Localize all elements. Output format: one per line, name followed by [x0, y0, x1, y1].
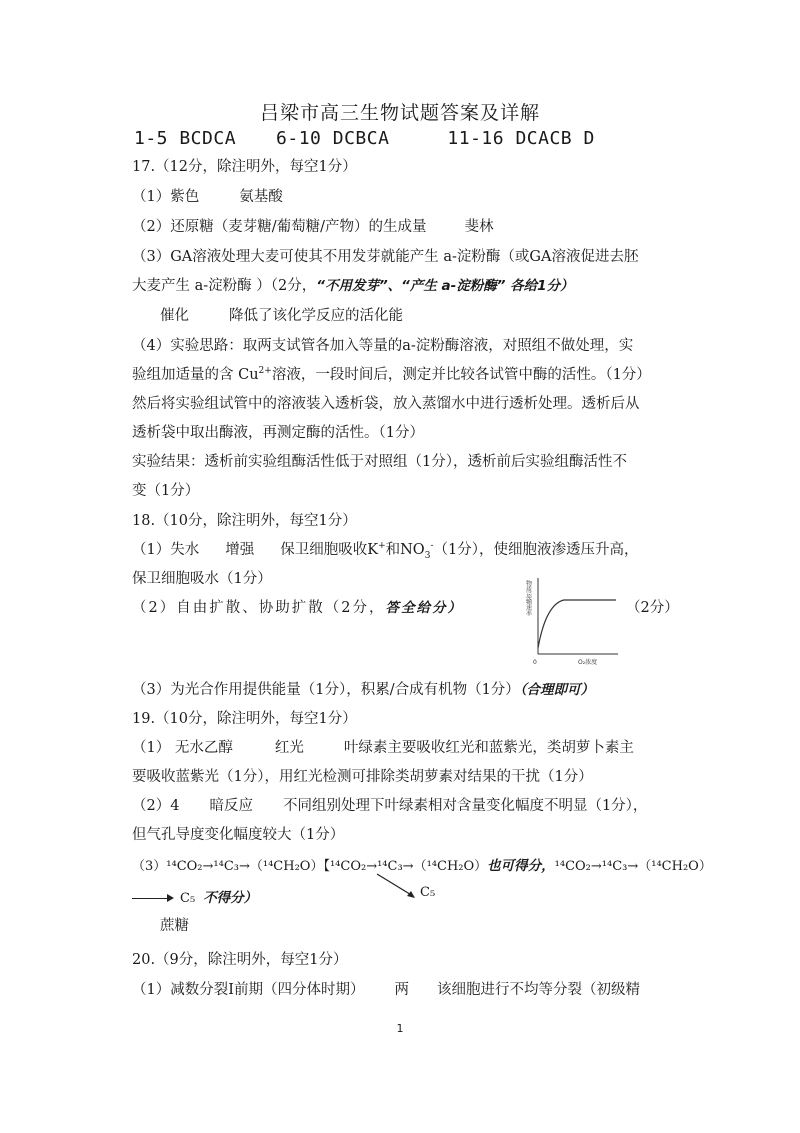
page-number: 1: [396, 1022, 404, 1035]
graph-origin-label: 0: [533, 659, 537, 666]
q17-answer-2: （2）还原糖（麦芽糖/葡萄糖/产物）的生成量 斐林: [132, 219, 494, 235]
c5-product-label: C₅: [420, 885, 436, 900]
q17-answer-4-line3: 然后将实验组试管中的溶液装入透析袋，放入蒸馏水中进行透析处理。透析后从: [132, 396, 640, 412]
answers-1-5: 1-5 BCDCA: [134, 128, 237, 149]
q19-heading: 19.（10分，除注明外，每空1分）: [132, 711, 357, 727]
q17-heading: 17.（12分，除注明外，每空1分）: [132, 159, 357, 175]
graph-x-label: O₂浓度: [578, 659, 598, 666]
q17-answer-4-line1: （4）实验思路：取两支试管各加入等量的a-淀粉酶溶液，对照组不做处理，实: [132, 338, 634, 354]
q20-answer-1: （1）减数分裂Ⅰ前期（四分体时期） 两 该细胞进行不均等分裂（初级精: [132, 982, 640, 998]
answers-11-16: 11-16 DCACB D: [447, 128, 595, 149]
page-title: 吕梁市高三生物试题答案及详解: [259, 102, 540, 124]
q19-answer-1-line2: 要吸收蓝紫光（1分），用红光检测可排除类胡萝素对结果的干扰（1分）: [132, 769, 593, 785]
q17-answer-3-line1: （3）GA溶液处理大麦可使其不用发芽就能产生 a-淀粉酶（或GA溶液促进去胚: [132, 249, 639, 265]
q19-answer-1-line1: （1） 无水乙醇 红光 叶绿素主要吸收红光和蓝紫光，类胡萝卜素主: [132, 740, 634, 756]
q20-heading: 20.（9分，除注明外，每空1分）: [132, 952, 348, 968]
transport-rate-graph: [520, 574, 620, 670]
answers-6-10: 6-10 DCBCA: [276, 128, 390, 149]
q17-result-line1: 实验结果：透析前实验组酶活性低于对照组（1分），透析前后实验组酶活性不: [132, 454, 627, 470]
graph-y-label: 物质运输速率: [524, 580, 532, 616]
q18-answer-1-line1: （1）失水 增强 保卫细胞吸收K+和$NO_3^-(1$分），使细胞液渗透压升高，: [132, 541, 639, 561]
q17-answer-1: （1）紫色 氨基酸: [132, 189, 283, 205]
q18-heading: 18.（10分，除注明外，每空1分）: [132, 513, 357, 529]
multiple-choice-answers: [134, 128, 595, 149]
handwritten-note: 答全给分）: [385, 600, 463, 616]
q18-answer-2: （2）自由扩散、协助扩散（2分，答全给分）: [132, 600, 463, 616]
long-arrow: [132, 898, 170, 899]
handwritten-note: （合理即可）: [519, 682, 595, 698]
q19-answer-2-line1: （2）4 暗反应 不同组别处理下叶绿素相对含量变化幅度不明显（1分），: [132, 798, 648, 814]
q17-answer-4-line2: 验组加适量的含 $Cu^{2+}$溶液，一段时间后，测定并比较各试管中酶的活性。（1分）: [132, 366, 651, 383]
q17-result-line2: 变（1分）: [132, 483, 200, 499]
q17-answer-3-line3: 催化 降低了该化学反应的活化能: [160, 308, 403, 324]
q18-answer-1-line2: 保卫细胞吸水（1分）: [132, 571, 272, 587]
q19-answer-2-line2: 但气孔导度变化幅度较大（1分）: [132, 827, 345, 843]
q17-answer-4-line4: 透析袋中取出酶液，再测定酶的活性。（1分）: [132, 425, 424, 441]
q19-answer-3-line1: （3）¹⁴CO₂→¹⁴C₃→（¹⁴CH₂O）【¹⁴CO₂→¹⁴C₃→（¹⁴CH₂O）也可得分，¹⁴CO₂→¹⁴C₃→（¹⁴CH₂O）: [132, 858, 712, 874]
handwritten-note: “不用发芽”、“产生 a-淀粉酶” 各给1分）: [316, 278, 574, 294]
graph-curve: [538, 600, 616, 648]
q18-answer-3: （3）为光合作用提供能量（1分），积累/合成有机物（1分）（合理即可）: [132, 682, 595, 698]
q17-answer-3-line2: 大麦产生 a-淀粉酶 ）（2分，“不用发芽”、“产生 a-淀粉酶” 各给1分）: [132, 278, 574, 294]
q19-answer-3-line2: C₅ 不得分）: [132, 888, 685, 909]
q19-answer-4: 蔗糖: [160, 918, 189, 934]
q18-answer-2-graph-score: （2分）: [626, 600, 679, 616]
handwritten-note: 不得分）: [203, 890, 258, 906]
handwritten-note: 也可得分，: [487, 858, 555, 874]
